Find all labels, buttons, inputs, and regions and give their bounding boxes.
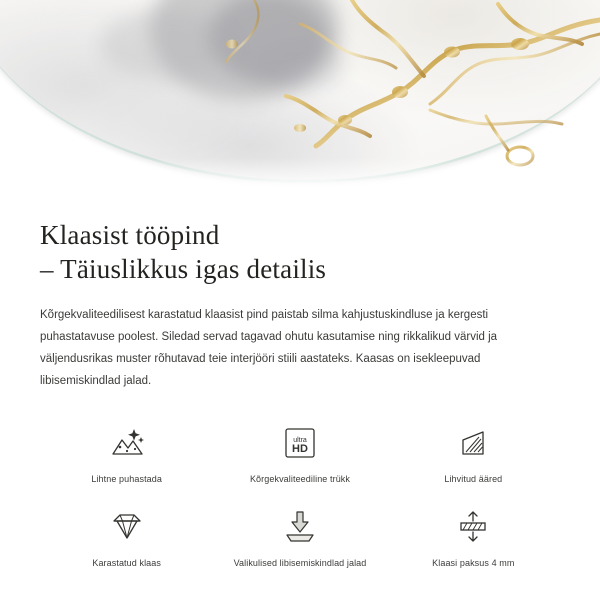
sparkle-mountain-icon — [107, 422, 147, 464]
polished-edges-icon — [453, 422, 493, 464]
feature-item-antislip-feet — [213, 506, 386, 568]
content-area — [0, 218, 600, 568]
hero-bottom-fade — [0, 158, 600, 192]
feature-item-ultra-hd — [213, 422, 386, 484]
svg-text:ultra: ultra — [293, 437, 307, 444]
feature-item-thickness — [387, 506, 560, 568]
feature-caption: Valikulised libisemiskindlad jalad — [233, 558, 367, 568]
feature-caption: Karastatud klaas — [92, 558, 161, 568]
page-title — [40, 218, 560, 286]
feature-item-easy-clean — [40, 422, 213, 484]
feature-caption: Kõrgekvaliteediline trükk — [249, 474, 351, 484]
feature-grid — [40, 422, 560, 568]
thickness-arrows-icon — [453, 506, 493, 548]
adhesive-feet-icon — [279, 506, 321, 548]
title-line-2: – Täiuslikkus igas detailis — [40, 254, 327, 284]
feature-caption: Lihtne puhastada — [91, 474, 162, 484]
hero-image — [0, 0, 600, 192]
feature-item-polished-edges — [387, 422, 560, 484]
feature-caption: Lihvitud ääred — [444, 474, 503, 484]
feature-caption: Klaasi paksus 4 mm — [432, 558, 515, 568]
diamond-icon — [107, 506, 147, 548]
description-paragraph: Kõrgekvaliteedilisest karastatud klaasist pind paistab silma kahjustuskindluse ja kergesti puhastatavuse poolest. Siledad servad tagavad ohutu kasutamise ning rikkalikud värvid ja väljendusrikas muster rõhutavad teie interjööri stiili aastateks. Kaasas on isekleepuvad libisemiskindlad jalad. — [40, 309, 498, 387]
svg-text:HD: HD — [292, 443, 308, 455]
title-line-1: Klaasist tööpind — [40, 220, 220, 250]
ultra-hd-icon — [280, 422, 320, 464]
feature-item-tempered-glass — [40, 506, 213, 568]
